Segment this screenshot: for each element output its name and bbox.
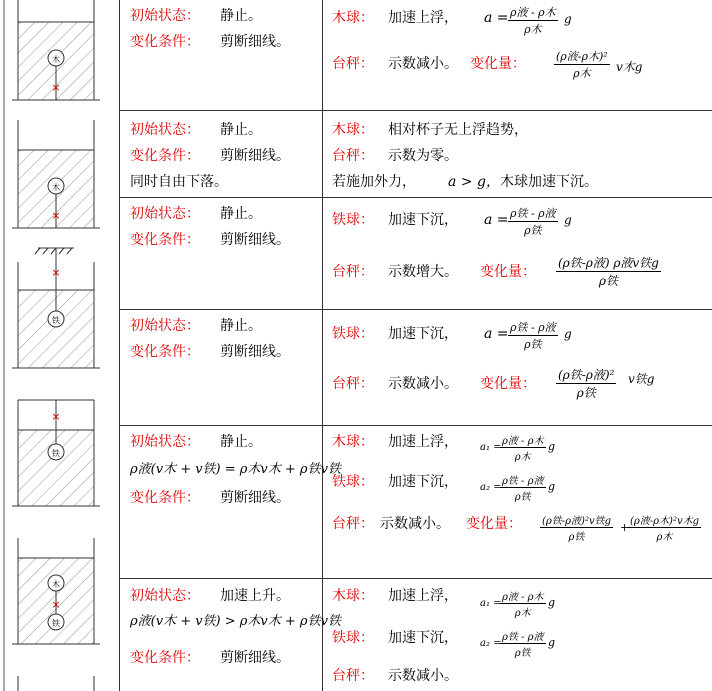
figure-iron-ball-hung-from-rim — [12, 400, 100, 506]
row-divider — [119, 197, 712, 198]
svg-text:×: × — [51, 598, 61, 611]
row-divider — [119, 110, 712, 111]
initial-state-label: 初始状态： — [130, 8, 200, 24]
equilibrium-formula: ρ液(v木 + v铁) = ρ木v木 + ρ铁v铁 — [130, 462, 341, 477]
scale-result: 示数减小。 — [388, 56, 458, 72]
figure-wood-ball-freefall — [12, 120, 100, 228]
row-divider — [119, 578, 712, 579]
figure-wood-ball-tied-bottom — [12, 0, 100, 100]
svg-text:铁: 铁 — [52, 619, 60, 628]
column-divider-2 — [322, 0, 323, 691]
svg-text:×: × — [51, 266, 61, 279]
wood-ball-label: 木球： — [332, 10, 374, 26]
external-force-note: 若施加外力， — [332, 174, 416, 190]
svg-text:铁: 铁 — [52, 449, 60, 458]
figure-partial — [18, 676, 94, 691]
change-condition-value: 剪断细线。 — [220, 34, 290, 50]
acceleration-formula: ρ液 - ρ木 ρ木 — [510, 6, 556, 36]
svg-text:木: 木 — [52, 580, 60, 589]
wood-ball-result: 加速上浮， — [388, 10, 458, 26]
row-divider — [119, 425, 712, 426]
freefall-note: 同时自由下落。 — [130, 174, 228, 190]
row-divider — [119, 309, 712, 310]
initial-state-value: 静止。 — [220, 8, 262, 24]
svg-text:木: 木 — [52, 183, 60, 192]
iron-ball-label: 铁球： — [332, 212, 374, 228]
wood-ball-mark: 木 — [52, 55, 60, 64]
change-amount-formula: (ρ液-ρ木)² ρ木 — [556, 50, 608, 80]
svg-text:×: × — [51, 81, 61, 94]
scale-label: 台秤： — [332, 56, 374, 72]
physics-table: 木 × 木 × 铁 × 铁 × 木 × 铁 初始状态： 静止。 变化条件： 剪断细线。 木球： 加速上浮， a = ρ液 - ρ木 ρ木 g 台秤： 示数减小。 变化量： (ρ液-ρ木)² ρ木 v木g 初始状态： 静止。 变化条件： 剪断细线。 同时自由下落。 木球： 相对杯子无上浮趋势， 台秤： 示数为零。 若施加外力， a > g， 木球加速下沉。 初始状态： 静止。 变化条件： 剪断细线。 铁球： 加速下沉， a = ρ铁 - ρ液 ρ铁 g 台秤： 示数增大。 变化量： (ρ铁-ρ液) ρ液v铁g ρ铁 初始状态： 静止。 变化条件： 剪断细线。 铁球： 加速下沉， a = ρ铁 - ρ液 ρ铁 g 台秤： 示数减小。 变化量： (ρ铁-ρ液)² ρ铁 v铁g 初始状态： 静止。 ρ液(v木 + v铁) = ρ木v木 + ρ铁v铁 变化条件： 剪断细线。 木球： 加速上浮， a₁ = ρ液 - ρ木 ρ木 g 铁球： 加速下沉， a₂ = ρ铁 - ρ液 ρ铁 g 台秤： 示数减小。 变化量： (ρ铁-ρ液)²v铁g ρ铁 + (ρ液-ρ木)²v木g ρ木 初始状态： 加速上升。 ρ液(v木 + v铁) > ρ木v木 + ρ铁v铁 变化条件： 剪断细线。 木球： 加速上浮， a₁ = ρ液 - ρ木 ρ木 g 铁球： 加速下沉， a₂ = ρ铁 - ρ液 ρ铁 g 台秤： 示数减小。 — [0, 0, 712, 691]
figure-iron-ball-hung-from-ceiling — [12, 248, 100, 368]
apparatus-diagrams — [0, 0, 120, 691]
svg-text:×: × — [51, 209, 61, 222]
svg-text:×: × — [51, 410, 61, 423]
iron-ball-mark: 铁 — [52, 316, 60, 325]
change-condition-label: 变化条件： — [130, 34, 200, 50]
change-amount-label: 变化量： — [470, 56, 526, 72]
figure-wood-and-iron-balls — [12, 538, 100, 644]
